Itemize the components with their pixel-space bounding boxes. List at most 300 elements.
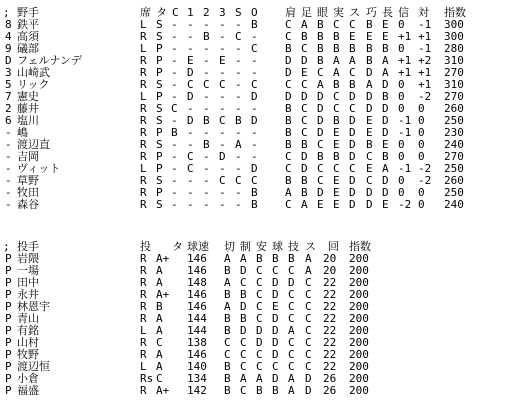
pitcher-index: 200 xyxy=(349,348,369,361)
fielder-cred: 0 xyxy=(398,150,405,163)
fielder-pair: +1 xyxy=(418,78,432,91)
pitcher-bat: A xyxy=(156,276,163,289)
fielder-pair: +2 xyxy=(418,54,432,67)
fielder-number: D xyxy=(5,54,12,67)
fielder-def-0: - xyxy=(171,30,178,43)
fielder-rate-5: D xyxy=(366,102,373,115)
pitcher-stamina: D xyxy=(272,372,279,385)
fielder-def-4: - xyxy=(235,66,242,79)
fielder-def-3: - xyxy=(219,138,226,151)
fielder-rate-1: E xyxy=(301,66,308,79)
pitcher-bat: B xyxy=(156,300,163,313)
fielder-number: - xyxy=(5,198,12,211)
fielders-header-role: ; xyxy=(3,6,10,19)
fielder-bat: S xyxy=(156,102,163,115)
fielder-pos: R xyxy=(140,198,147,211)
fielder-number: - xyxy=(5,186,12,199)
fielder-pos: R xyxy=(140,66,147,79)
fielders-header-rating: 長 xyxy=(382,6,393,19)
pitcher-kai: 22 xyxy=(323,348,337,361)
fielder-index: 250 xyxy=(444,162,464,175)
fielder-name: 渡辺直 xyxy=(17,138,50,151)
fielder-rate-1: D xyxy=(301,162,308,175)
pitcher-index: 200 xyxy=(349,336,369,349)
pitcher-tech: C xyxy=(288,300,295,313)
pitcher-mark: P xyxy=(5,288,12,301)
fielder-def-2: - xyxy=(203,18,210,31)
pitcher-kai: 22 xyxy=(323,324,337,337)
fielders-header-name: 野手 xyxy=(17,6,39,19)
fielder-number: 9 xyxy=(5,42,12,55)
fielder-rate-3: C xyxy=(333,90,340,103)
fielder-index: 240 xyxy=(444,198,464,211)
fielder-def-4: - xyxy=(235,186,242,199)
pitcher-index: 200 xyxy=(349,324,369,337)
fielder-number: 5 xyxy=(5,78,12,91)
fielder-rate-5: D xyxy=(366,90,373,103)
fielder-cred: -1 xyxy=(398,114,412,127)
fielder-def-2: - xyxy=(203,174,210,187)
pitcher-name: 青山 xyxy=(17,312,39,325)
fielder-rate-3: C xyxy=(333,18,340,31)
fielder-pair: 0 xyxy=(418,186,425,199)
fielder-def-3: C xyxy=(219,78,226,91)
fielder-rate-0: B xyxy=(285,42,292,55)
pitcher-name: 牧野 xyxy=(17,348,39,361)
pitcher-bat: A xyxy=(156,324,163,337)
pitcher-stamina: D xyxy=(272,276,279,289)
fielder-rate-5: E xyxy=(366,126,373,139)
fielder-number: - xyxy=(5,126,12,139)
fielder-rate-2: E xyxy=(317,198,324,211)
fielder-def-1: - xyxy=(187,102,194,115)
pitcher-index: 200 xyxy=(349,360,369,373)
fielder-bat: P xyxy=(156,150,163,163)
pitcher-tech: C xyxy=(288,288,295,301)
pitcher-s: D xyxy=(305,384,312,397)
fielder-def-5: - xyxy=(251,30,258,43)
fielder-def-2: - xyxy=(203,90,210,103)
pitcher-stamina: B xyxy=(272,384,279,397)
fielder-pair: 0 xyxy=(418,126,425,139)
fielder-number: - xyxy=(5,162,12,175)
fielder-rate-4: E xyxy=(349,30,356,43)
fielder-cred: -1 xyxy=(398,126,412,139)
pitcher-sharp: A xyxy=(224,300,231,313)
pitcher-mark: P xyxy=(5,324,12,337)
fielder-def-2: - xyxy=(203,102,210,115)
pitcher-name: 一場 xyxy=(17,264,39,277)
pitcher-stable: C xyxy=(256,348,263,361)
fielder-pair: -2 xyxy=(418,90,432,103)
pitcher-tech: C xyxy=(288,360,295,373)
pitcher-bat: A xyxy=(156,264,163,277)
pitcher-speed: 134 xyxy=(187,372,207,385)
fielder-rate-1: C xyxy=(301,78,308,91)
fielder-bat: S xyxy=(156,114,163,127)
fielder-def-4: - xyxy=(235,126,242,139)
pitchers-header-index: 指数 xyxy=(349,240,371,253)
fielders-header-pair: 対 xyxy=(418,6,429,19)
fielder-rate-0: C xyxy=(285,198,292,211)
fielder-def-1: - xyxy=(187,186,194,199)
fielder-def-5: C xyxy=(251,174,258,187)
fielder-rate-3: E xyxy=(333,198,340,211)
fielder-bat: P xyxy=(156,54,163,67)
fielder-def-2: - xyxy=(203,198,210,211)
fielder-def-4: - xyxy=(235,90,242,103)
fielder-rate-3: A xyxy=(333,66,340,79)
pitcher-mark: P xyxy=(5,372,12,385)
fielder-def-4: C xyxy=(235,174,242,187)
fielder-cred: 0 xyxy=(398,90,405,103)
fielder-def-0: - xyxy=(171,138,178,151)
pitcher-control: B xyxy=(240,312,247,325)
fielder-rate-0: D xyxy=(285,54,292,67)
fielder-def-3: - xyxy=(219,30,226,43)
pitcher-stable: B xyxy=(256,384,263,397)
fielder-rate-2: C xyxy=(317,174,324,187)
pitcher-mark: P xyxy=(5,300,12,313)
fielder-bat: S xyxy=(156,198,163,211)
pitcher-row xyxy=(0,385,512,397)
fielder-rate-5: D xyxy=(366,198,373,211)
fielder-def-0: - xyxy=(171,54,178,67)
fielder-index: 270 xyxy=(444,66,464,79)
pitcher-stable: D xyxy=(256,324,263,337)
pitcher-index: 200 xyxy=(349,372,369,385)
pitcher-control: B xyxy=(240,288,247,301)
pitcher-stable: B xyxy=(256,252,263,265)
fielder-def-3: - xyxy=(219,42,226,55)
pitcher-kai: 26 xyxy=(323,384,337,397)
pitcher-s: C xyxy=(305,360,312,373)
fielder-pair: +1 xyxy=(418,30,432,43)
fielder-rating: A xyxy=(382,54,389,67)
fielder-rate-1: A xyxy=(301,198,308,211)
fielder-def-4: - xyxy=(235,162,242,175)
fielder-def-1: - xyxy=(187,174,194,187)
fielders-header-def-2: 2 xyxy=(203,6,210,19)
pitcher-stable: C xyxy=(256,300,263,313)
fielder-number: 3 xyxy=(5,66,12,79)
fielder-rate-4: D xyxy=(349,186,356,199)
pitcher-tech: A xyxy=(288,324,295,337)
fielder-def-2: - xyxy=(203,186,210,199)
fielders-header-rate-3: 実 xyxy=(333,6,344,19)
pitcher-speed: 146 xyxy=(187,288,207,301)
fielders-header-rate-0: 肩 xyxy=(285,6,296,19)
fielder-rate-5: D xyxy=(366,66,373,79)
fielder-rate-5: A xyxy=(366,78,373,91)
pitcher-mark: P xyxy=(5,252,12,265)
fielder-rate-5: C xyxy=(366,174,373,187)
fielder-def-5: B xyxy=(251,186,258,199)
pitchers-header-bat: タ xyxy=(172,240,183,253)
fielder-def-5: - xyxy=(251,66,258,79)
fielder-rate-4: D xyxy=(349,138,356,151)
fielders-header-index: 指数 xyxy=(444,6,466,19)
fielder-def-5: - xyxy=(251,54,258,67)
fielder-def-0: - xyxy=(171,18,178,31)
fielder-rate-0: B xyxy=(285,138,292,151)
fielder-cred: +1 xyxy=(398,30,412,43)
pitcher-mark: P xyxy=(5,348,12,361)
fielder-rate-4: C xyxy=(349,162,356,175)
fielder-cred: 0 xyxy=(398,18,405,31)
pitcher-s: C xyxy=(305,336,312,349)
fielder-rate-5: B xyxy=(366,54,373,67)
pitcher-tech: B xyxy=(288,252,295,265)
pitcher-stable: A xyxy=(256,372,263,385)
pitcher-index: 200 xyxy=(349,252,369,265)
fielder-def-0: - xyxy=(171,78,178,91)
pitcher-stamina: C xyxy=(272,360,279,373)
fielder-rate-0: D xyxy=(285,66,292,79)
pitcher-sharp: B xyxy=(224,360,231,373)
fielder-def-0: C xyxy=(171,102,178,115)
pitcher-stamina: E xyxy=(272,300,279,313)
fielder-def-1: C xyxy=(187,162,194,175)
pitcher-mark: P xyxy=(5,312,12,325)
fielder-def-0: - xyxy=(171,66,178,79)
fielder-pos: R xyxy=(140,102,147,115)
fielders-header-def-4: S xyxy=(235,6,242,19)
pitcher-bat: A xyxy=(156,360,163,373)
fielder-rate-3: C xyxy=(333,102,340,115)
fielder-rate-2: D xyxy=(317,90,324,103)
fielder-cred: 0 xyxy=(398,42,405,55)
fielder-rate-3: A xyxy=(333,54,340,67)
pitcher-name: 福盛 xyxy=(17,384,39,397)
fielder-index: 250 xyxy=(444,186,464,199)
fielder-pos: R xyxy=(140,30,147,43)
fielder-rate-1: C xyxy=(301,102,308,115)
pitcher-speed: 144 xyxy=(187,324,207,337)
fielder-def-2: B xyxy=(203,30,210,43)
fielder-def-2: - xyxy=(203,162,210,175)
fielder-rate-1: B xyxy=(301,30,308,43)
fielder-cred: 0 xyxy=(398,186,405,199)
fielder-rating: D xyxy=(382,114,389,127)
fielder-rate-4: C xyxy=(349,102,356,115)
fielder-rate-3: B xyxy=(333,114,340,127)
pitchers-header-stamina: 球 xyxy=(272,240,283,253)
fielder-rating: D xyxy=(382,174,389,187)
pitcher-index: 200 xyxy=(349,300,369,313)
pitcher-kai: 22 xyxy=(323,312,337,325)
fielder-rate-0: D xyxy=(285,90,292,103)
fielder-pos: L xyxy=(140,162,147,175)
fielder-name: 憲史 xyxy=(17,90,39,103)
pitcher-tech: A xyxy=(288,372,295,385)
fielder-index: 250 xyxy=(444,114,464,127)
fielders-header-bat: タ xyxy=(156,6,167,19)
fielder-rate-0: C xyxy=(285,150,292,163)
pitcher-control: D xyxy=(240,300,247,313)
fielder-def-4: - xyxy=(235,42,242,55)
pitcher-sharp: B xyxy=(224,264,231,277)
pitcher-speed: 146 xyxy=(187,252,207,265)
fielder-rate-0: B xyxy=(285,126,292,139)
pitcher-tech: A xyxy=(288,384,295,397)
pitchers-header-tech: 技 xyxy=(288,240,299,253)
fielder-cred: 0 xyxy=(398,78,405,91)
fielder-name: 牧田 xyxy=(17,186,39,199)
fielder-def-2: - xyxy=(203,126,210,139)
pitcher-speed: 146 xyxy=(187,264,207,277)
pitcher-tech: C xyxy=(288,348,295,361)
fielder-rate-1: B xyxy=(301,138,308,151)
fielder-bat: P xyxy=(156,90,163,103)
fielder-def-1: C xyxy=(187,150,194,163)
fielder-rate-4: D xyxy=(349,198,356,211)
fielder-rate-4: D xyxy=(349,174,356,187)
pitcher-stamina: D xyxy=(272,324,279,337)
fielders-header-rate-5: 巧 xyxy=(366,6,377,19)
fielder-rate-2: B xyxy=(317,42,324,55)
pitcher-speed: 146 xyxy=(187,348,207,361)
fielder-bat: S xyxy=(156,174,163,187)
fielder-rate-4: D xyxy=(349,150,356,163)
pitcher-control: D xyxy=(240,264,247,277)
pitcher-name: 小倉 xyxy=(17,372,39,385)
fielder-rate-2: B xyxy=(317,54,324,67)
pitcher-sharp: A xyxy=(224,252,231,265)
pitcher-name: 山村 xyxy=(17,336,39,349)
fielder-rate-5: E xyxy=(366,30,373,43)
fielder-def-3: - xyxy=(219,102,226,115)
pitcher-stable: C xyxy=(256,360,263,373)
fielder-rate-3: B xyxy=(333,78,340,91)
fielder-def-2: - xyxy=(203,66,210,79)
fielder-pos: R xyxy=(140,150,147,163)
fielder-cred: -2 xyxy=(398,198,412,211)
pitchers-header-control: 制 xyxy=(240,240,251,253)
fielder-pos: L xyxy=(140,90,147,103)
fielder-rate-2: C xyxy=(317,162,324,175)
pitcher-stable: C xyxy=(256,264,263,277)
pitcher-hand: R xyxy=(140,276,147,289)
fielder-rate-1: D xyxy=(301,90,308,103)
fielder-rating: D xyxy=(382,78,389,91)
fielder-number: 7 xyxy=(5,90,12,103)
fielder-rate-4: B xyxy=(349,78,356,91)
fielder-def-3: C xyxy=(219,174,226,187)
fielder-pair: -1 xyxy=(418,18,432,31)
pitcher-bat: A+ xyxy=(156,288,170,301)
fielder-rate-2: B xyxy=(317,18,324,31)
pitcher-bat: C xyxy=(156,372,163,385)
fielder-pos: R xyxy=(140,138,147,151)
fielder-rate-2: D xyxy=(317,102,324,115)
fielder-rate-3: E xyxy=(333,126,340,139)
pitcher-mark: P xyxy=(5,384,12,397)
fielder-def-1: - xyxy=(187,42,194,55)
fielder-def-1: - xyxy=(187,138,194,151)
fielder-rate-1: A xyxy=(301,18,308,31)
pitcher-sharp: B xyxy=(224,312,231,325)
fielder-cred: 0 xyxy=(398,138,405,151)
pitcher-speed: 140 xyxy=(187,360,207,373)
fielder-rating: D xyxy=(382,186,389,199)
pitcher-s: A xyxy=(305,252,312,265)
pitcher-tech: C xyxy=(288,264,295,277)
pitcher-sharp: A xyxy=(224,276,231,289)
fielder-def-5: B xyxy=(251,198,258,211)
fielder-name: 塩川 xyxy=(17,114,39,127)
fielder-rate-2: C xyxy=(317,66,324,79)
fielder-def-0: - xyxy=(171,162,178,175)
fielder-def-3: - xyxy=(219,126,226,139)
fielder-rate-0: A xyxy=(285,186,292,199)
fielders-header-def-0: C xyxy=(172,6,179,19)
fielder-index: 310 xyxy=(444,78,464,91)
fielder-rate-3: C xyxy=(333,162,340,175)
fielder-bat: P xyxy=(156,126,163,139)
fielder-def-0: - xyxy=(171,198,178,211)
pitcher-hand: R xyxy=(140,300,147,313)
fielder-rate-4: C xyxy=(349,18,356,31)
pitcher-speed: 138 xyxy=(187,336,207,349)
fielder-pos: R xyxy=(140,54,147,67)
fielder-def-3: D xyxy=(219,150,226,163)
fielders-header-def-5: O xyxy=(251,6,258,19)
fielders-header-rate-1: 足 xyxy=(301,6,312,19)
fielders-header-rate-2: 眼 xyxy=(317,6,328,19)
fielder-def-5: - xyxy=(251,102,258,115)
pitcher-sharp: B xyxy=(224,288,231,301)
pitcher-s: C xyxy=(305,324,312,337)
pitcher-kai: 26 xyxy=(323,372,337,385)
pitcher-control: C xyxy=(240,360,247,373)
fielder-name: 草野 xyxy=(17,174,39,187)
fielder-pair: -2 xyxy=(418,174,432,187)
fielder-pair: -2 xyxy=(418,162,432,175)
fielder-def-0: - xyxy=(171,186,178,199)
fielder-index: 270 xyxy=(444,90,464,103)
fielder-def-4: C xyxy=(235,30,242,43)
fielder-def-5: D xyxy=(251,114,258,127)
fielder-name: 山崎武 xyxy=(17,66,50,79)
fielder-def-3: - xyxy=(219,18,226,31)
fielder-rating: B xyxy=(382,150,389,163)
fielder-rate-0: C xyxy=(285,78,292,91)
fielder-name: 吉岡 xyxy=(17,150,39,163)
pitcher-kai: 20 xyxy=(323,252,337,265)
fielder-rate-2: A xyxy=(317,78,324,91)
pitcher-name: 林恩宇 xyxy=(17,300,50,313)
pitcher-s: C xyxy=(305,312,312,325)
pitcher-s: C xyxy=(305,300,312,313)
fielder-number: 8 xyxy=(5,18,12,31)
fielder-rate-4: D xyxy=(349,126,356,139)
fielder-rate-4: A xyxy=(349,54,356,67)
fielder-def-5: D xyxy=(251,162,258,175)
fielder-cred: 0 xyxy=(398,174,405,187)
fielder-def-1: D xyxy=(187,114,194,127)
pitcher-hand: L xyxy=(140,324,147,337)
pitcher-stable: C xyxy=(256,276,263,289)
fielder-pair: 0 xyxy=(418,114,425,127)
fielder-index: 300 xyxy=(444,18,464,31)
pitcher-hand: R xyxy=(140,336,147,349)
fielder-index: 300 xyxy=(444,30,464,43)
fielder-name: 高須 xyxy=(17,30,39,43)
fielder-rating: B xyxy=(382,42,389,55)
pitcher-sharp: C xyxy=(224,336,231,349)
pitchers-header-s: ス xyxy=(305,240,316,253)
